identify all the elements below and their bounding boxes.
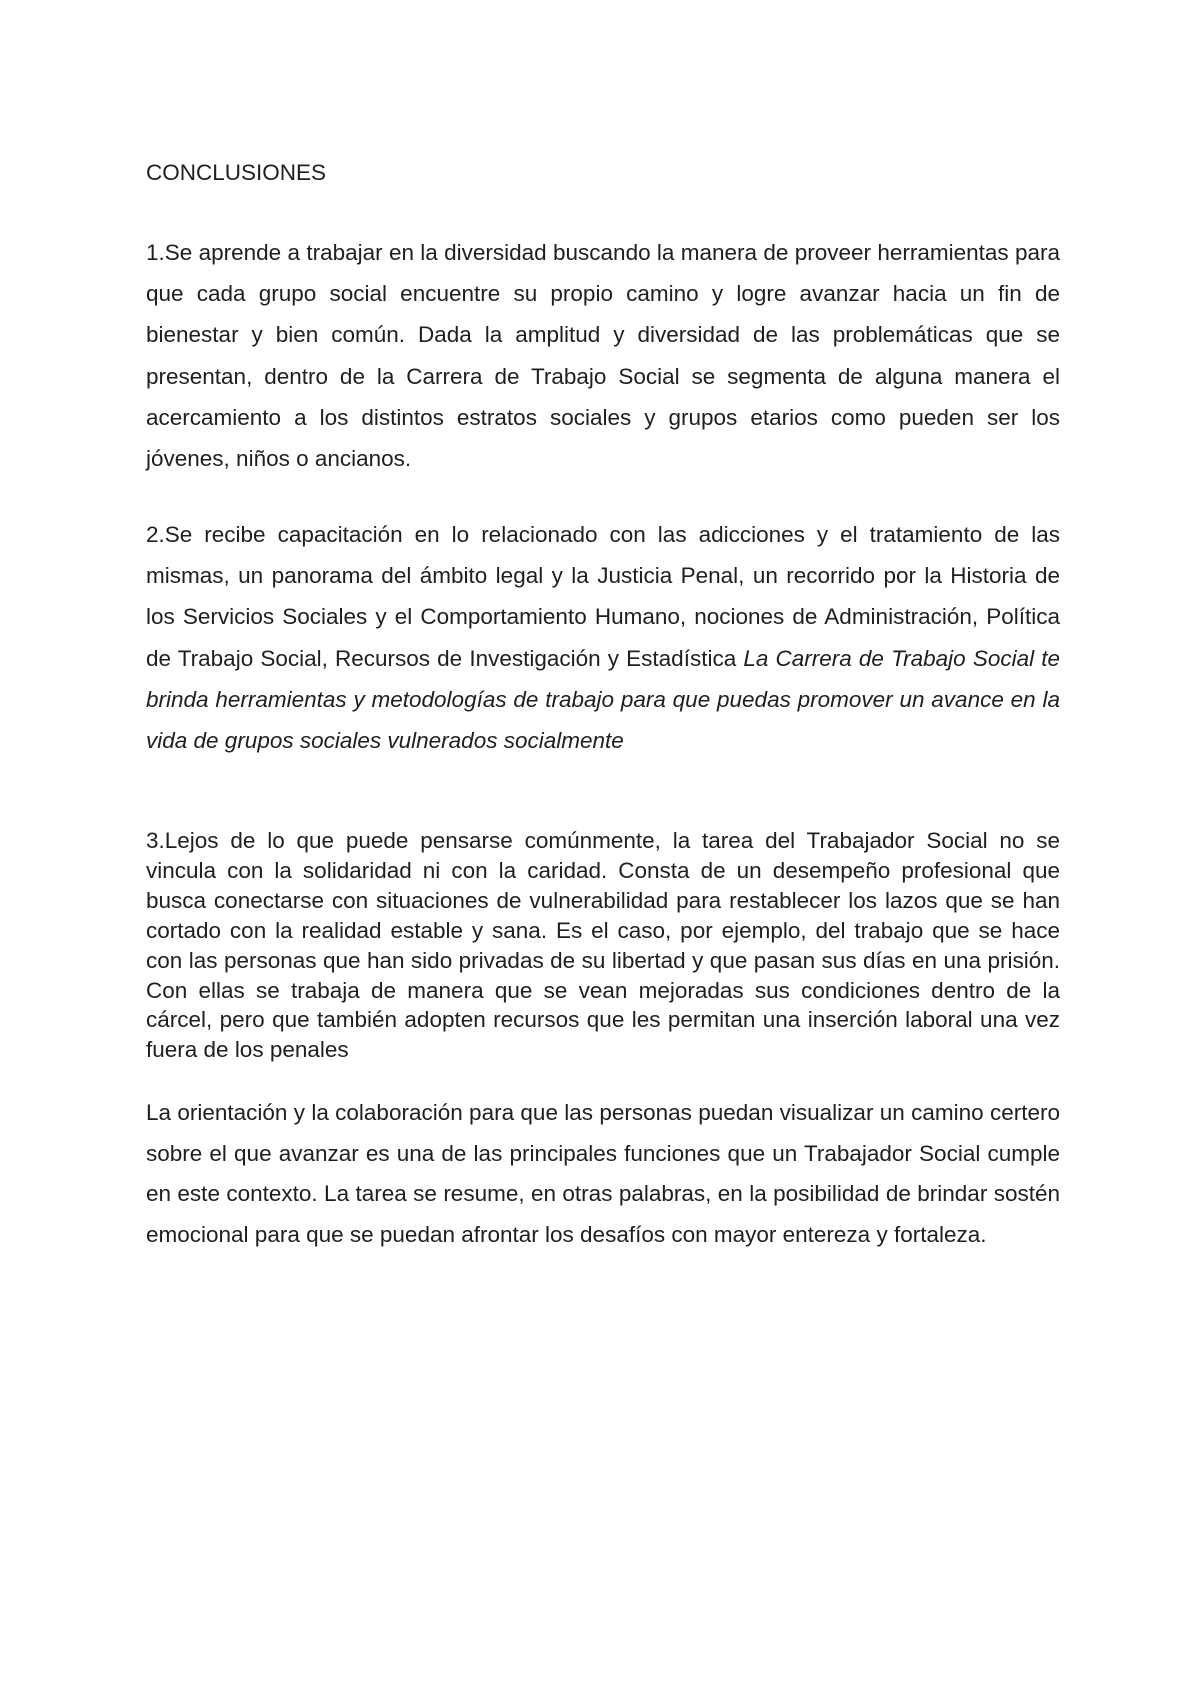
paragraph-2 (146, 514, 1060, 761)
paragraph-4: La orientación y la colaboración para que las personas puedan visualizar un camino certero sobre el que avanzar es una de las principales funciones que un Trabajador Social cumple en este contexto. La tarea se resume, en otras palabras, en la posibilidad de brindar sostén emocional para que se puedan afrontar los desafíos con mayor entereza y fortaleza. (146, 1100, 1060, 1247)
document-title: CONCLUSIONES (146, 160, 327, 185)
paragraph-2-italic-text: La Carrera de Trabajo Social te brinda herramientas y metodologías de trabajo para que puedas promover un avance en la vida de grupos sociales vulnerados socialmente (146, 645, 1060, 754)
paragraph-3: 3.Lejos de lo que puede pensarse comúnmente, la tarea del Trabajador Social no se vincula con la solidaridad ni con la caridad. Consta de un desempeño profesional que busca conectarse con situaciones de vulnerabilidad para restablecer los lazos que se han cortado con la realidad estable y sana. Es el caso, por ejemplo, del trabajo que se hace con las personas que han sido privadas de su libertad y que pasan sus días en una prisión. Con ellas se trabaja de manera que se vean mejoradas sus condiciones dentro de la cárcel, pero que también adopten recursos que les permitan una inserción laboral una vez fuera de los penales (146, 828, 1060, 1063)
paragraph-1: 1.Se aprende a trabajar en la diversidad buscando la manera de proveer herramientas para que cada grupo social encuentre su propio camino y logre avanzar hacia un fin de bienestar y bien común. Dada la amplitud y diversidad de las problemáticas que se presentan, dentro de la Carrera de Trabajo Social se segmenta de alguna manera el acercamiento a los distintos estratos sociales y grupos etarios como pueden ser los jóvenes, niños o ancianos. (146, 240, 1060, 472)
paragraph-2-text: 2.Se recibe capacitación en lo relacionado con las adicciones y el tratamiento de las mismas, un panorama del ámbito legal y la Justicia Penal, un recorrido por la Historia de los Servicios Sociales y el Comportamiento Humano, nociones de Administración, Política de Trabajo Social, Recursos de Investigación y Estadística (146, 522, 1060, 671)
